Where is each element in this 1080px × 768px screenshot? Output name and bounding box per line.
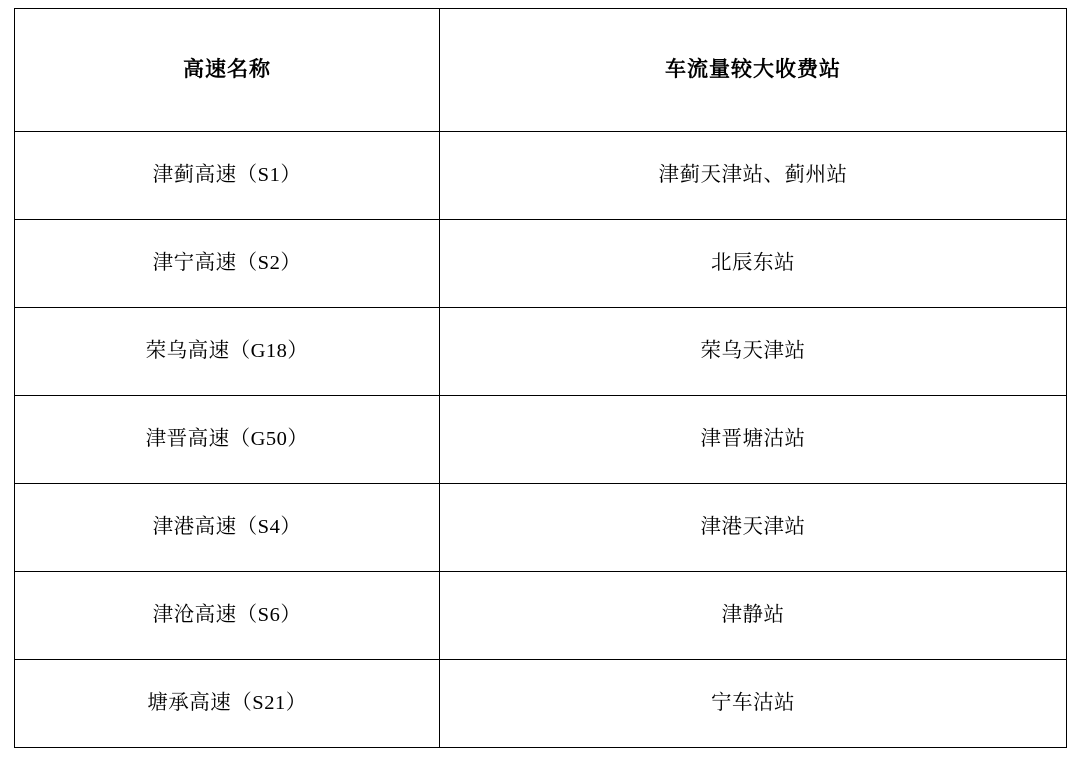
cell-busy-tollgate — [440, 220, 1067, 308]
column-header-highway-name — [15, 9, 440, 132]
cell-busy-tollgate — [440, 572, 1067, 660]
table-row — [15, 396, 1067, 484]
cell-highway-name — [15, 396, 440, 484]
column-header-highway-name-label: 高速名称 — [183, 57, 271, 82]
column-header-busy-tollgate-label: 车流量较大收费站 — [665, 57, 841, 82]
highway-name-text: 津港高速（S4） — [152, 516, 302, 539]
highway-name-text: 塘承高速（S21） — [147, 692, 307, 715]
cell-highway-name — [15, 572, 440, 660]
highway-traffic-table — [14, 8, 1067, 748]
busy-tollgate-text: 宁车沽站 — [711, 692, 795, 715]
highway-name-text: 津晋高速（G50） — [145, 428, 309, 451]
cell-busy-tollgate — [440, 132, 1067, 220]
highway-name-text: 荣乌高速（G18） — [145, 340, 309, 363]
table-row — [15, 308, 1067, 396]
cell-highway-name — [15, 308, 440, 396]
cell-busy-tollgate — [440, 308, 1067, 396]
highway-name-text: 津沧高速（S6） — [152, 604, 302, 627]
busy-tollgate-text: 津港天津站 — [700, 516, 806, 539]
busy-tollgate-text: 津蓟天津站、蓟州站 — [658, 164, 848, 187]
highway-name-text: 津宁高速（S2） — [152, 252, 302, 275]
table-body — [15, 132, 1067, 748]
busy-tollgate-text: 津静站 — [721, 604, 785, 627]
busy-tollgate-text: 津晋塘沽站 — [700, 428, 806, 451]
cell-highway-name — [15, 132, 440, 220]
table-row — [15, 132, 1067, 220]
table-row — [15, 484, 1067, 572]
cell-highway-name — [15, 220, 440, 308]
table-row — [15, 220, 1067, 308]
cell-busy-tollgate — [440, 396, 1067, 484]
highway-name-text: 津蓟高速（S1） — [152, 164, 302, 187]
cell-highway-name — [15, 484, 440, 572]
table-row — [15, 660, 1067, 748]
table-row — [15, 572, 1067, 660]
cell-highway-name — [15, 660, 440, 748]
busy-tollgate-text: 荣乌天津站 — [700, 340, 806, 363]
busy-tollgate-text: 北辰东站 — [711, 252, 795, 275]
table-header — [15, 9, 1067, 132]
table-header-row — [15, 9, 1067, 132]
cell-busy-tollgate — [440, 660, 1067, 748]
column-header-busy-tollgate — [440, 9, 1067, 132]
cell-busy-tollgate — [440, 484, 1067, 572]
